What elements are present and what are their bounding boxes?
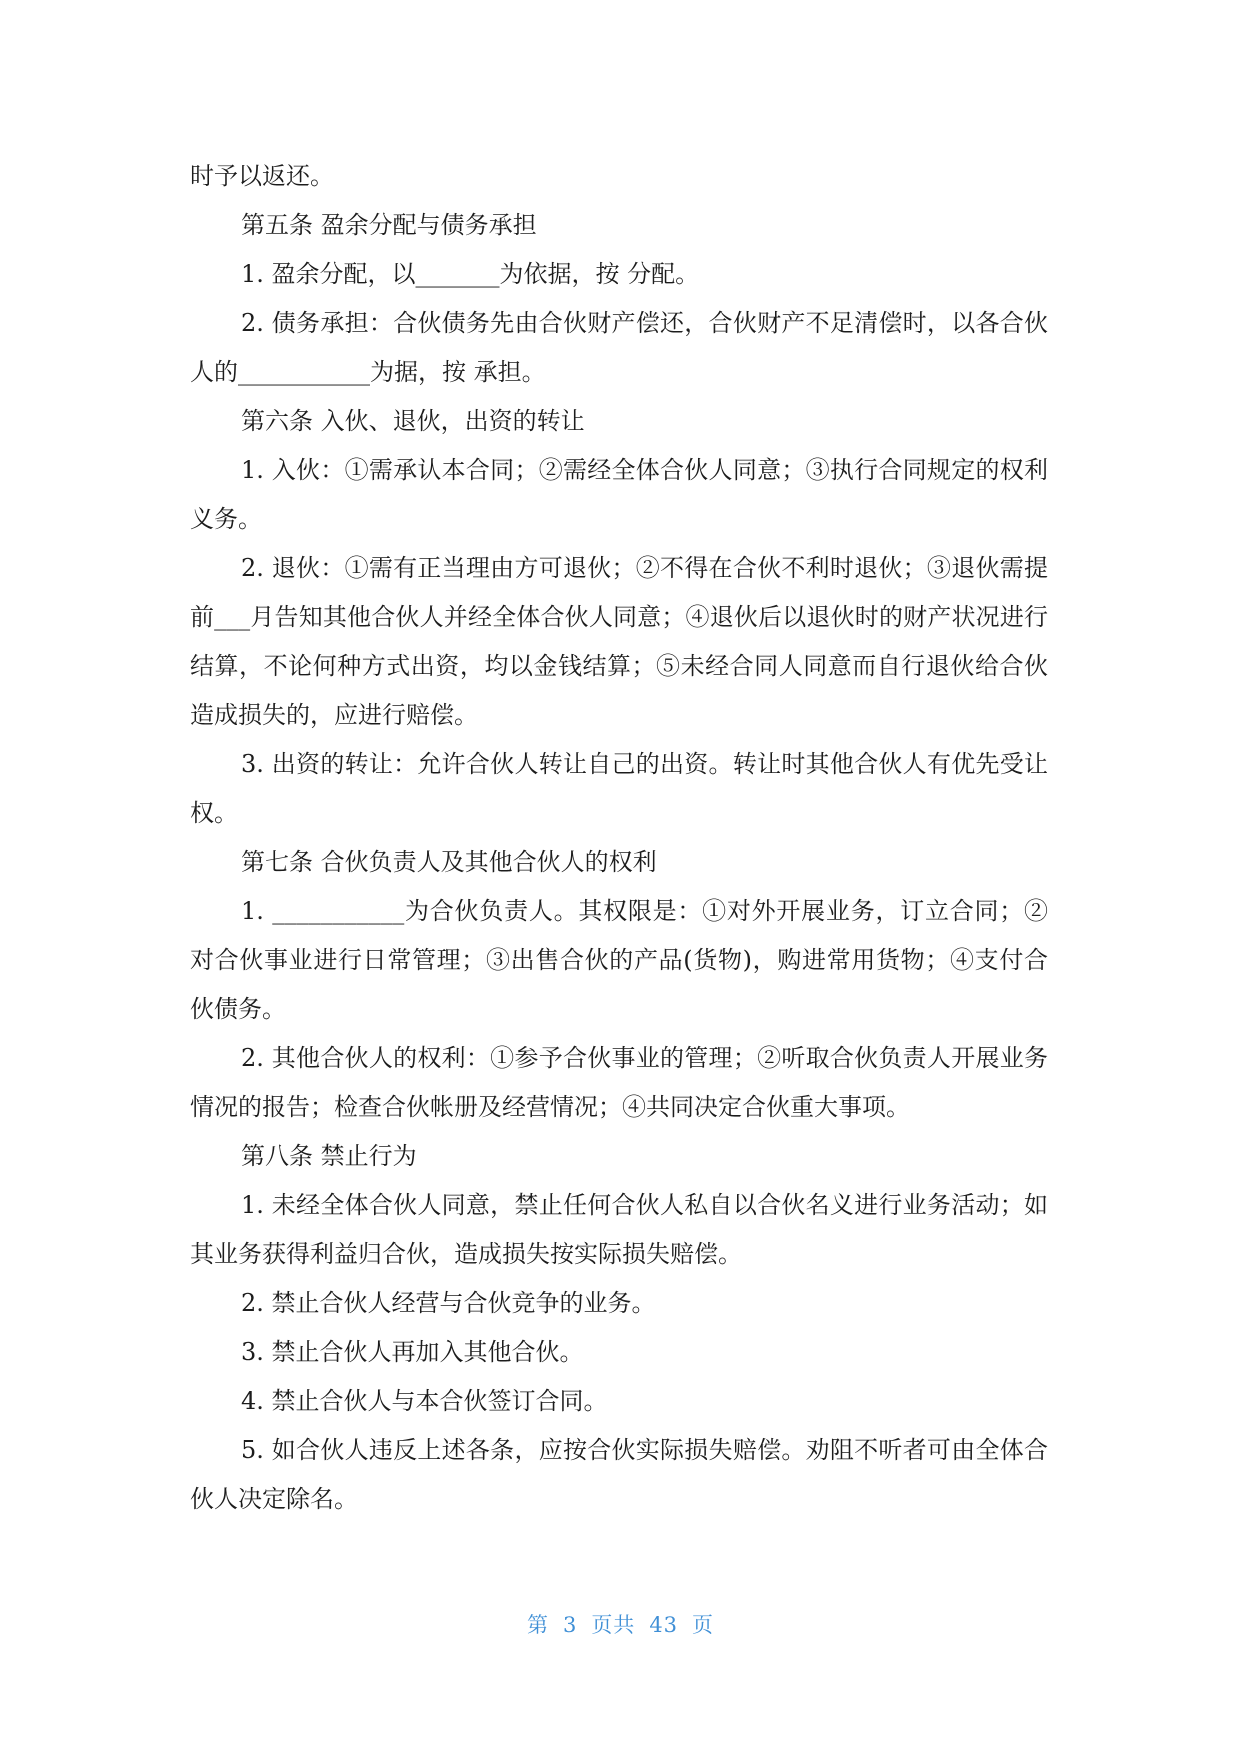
article-8-clause-3: 3. 禁止合伙人再加入其他合伙。	[241, 1338, 584, 1366]
article-7-heading: 第七条 合伙负责人及其他合伙人的权利	[241, 848, 657, 876]
article-5-clause-1: 1. 盈余分配，以_______为依据，按 分配。	[241, 260, 700, 288]
article-8-clause-4: 4. 禁止合伙人与本合伙签订合同。	[241, 1387, 608, 1415]
footer-total-pages: 43	[649, 1613, 679, 1637]
article-6-clause-2: 2. 退伙：①需有正当理由方可退伙；②不得在合伙不利时退伙；③退伙需提前___月告知其他合伙人并经全体合伙人同意；④退伙后以退伙时的财产状况进行结算，不论何种方式出资，均以金钱结算；⑤未经合同人同意而自行退伙给合伙造成损失的，应进行赔偿。	[190, 554, 1048, 729]
paragraph-1: 时予以返还。	[190, 162, 334, 190]
article-8-clause-2: 2. 禁止合伙人经营与合伙竞争的业务。	[241, 1289, 656, 1317]
article-6-clause-3: 3. 出资的转让：允许合伙人转让自己的出资。转让时其他合伙人有优先受让权。	[190, 750, 1048, 827]
article-7-clause-1: 1. ___________为合伙负责人。其权限是：①对外开展业务，订立合同；②对合伙事业进行日常管理；③出售合伙的产品(货物)，购进常用货物；④支付合伙债务。	[190, 897, 1048, 1023]
article-8-clause-5: 5. 如合伙人违反上述各条，应按合伙实际损失赔偿。劝阻不听者可由全体合伙人决定除名。	[190, 1436, 1048, 1513]
page-footer	[0, 1609, 1241, 1639]
article-8-heading: 第八条 禁止行为	[241, 1142, 417, 1170]
article-6-clause-1: 1. 入伙：①需承认本合同；②需经全体合伙人同意；③执行合同规定的权利义务。	[190, 456, 1048, 533]
article-8-clause-1: 1. 未经全体合伙人同意，禁止任何合伙人私自以合伙名义进行业务活动；如其业务获得利益归合伙，造成损失按实际损失赔偿。	[190, 1191, 1048, 1268]
footer-suffix: 页	[692, 1613, 715, 1637]
article-6-heading: 第六条 入伙、退伙，出资的转让	[241, 407, 585, 435]
article-7-clause-2: 2. 其他合伙人的权利：①参予合伙事业的管理；②听取合伙负责人开展业务情况的报告；检查合伙帐册及经营情况；④共同决定合伙重大事项。	[190, 1044, 1048, 1121]
document-body	[190, 152, 1048, 1524]
article-5-clause-2: 2. 债务承担：合伙债务先由合伙财产偿还，合伙财产不足清偿时，以各合伙人的___________为据，按 承担。	[190, 309, 1048, 386]
footer-current-page: 3	[562, 1613, 578, 1637]
article-5-heading: 第五条 盈余分配与债务承担	[241, 211, 537, 239]
footer-middle: 页共	[591, 1613, 636, 1637]
footer-prefix: 第	[526, 1613, 549, 1637]
